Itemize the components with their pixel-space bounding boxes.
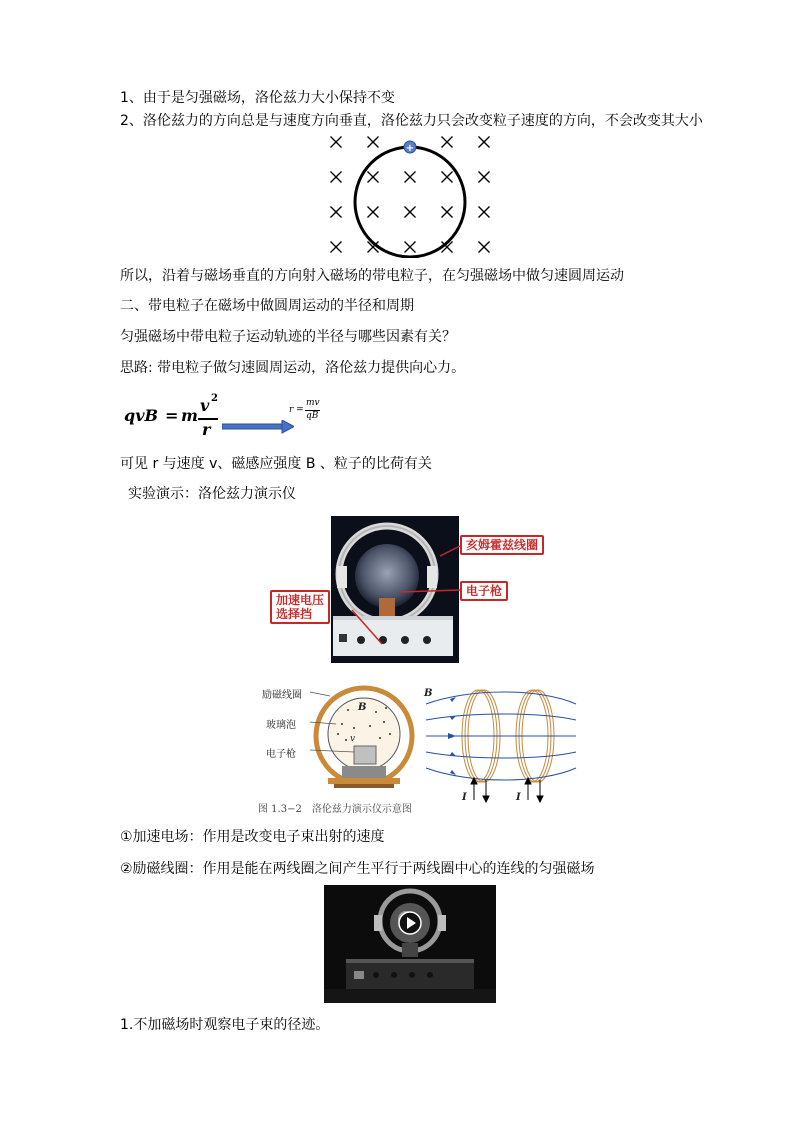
particle-orbit-circle — [355, 147, 465, 257]
formula-eq: = — [165, 406, 179, 425]
x-mark — [331, 137, 342, 148]
text-line-8: 实验演示：洛伦兹力演示仪 — [128, 486, 296, 502]
arrow-right-icon — [222, 420, 294, 434]
formula-denominator: r — [202, 420, 211, 439]
label-helmholtz-coil: 亥姆霍兹线圈 — [460, 535, 544, 555]
x-mark — [442, 207, 453, 218]
label-current-2: I — [516, 792, 521, 803]
formula-lhs: qvB — [124, 406, 159, 425]
label-B-field: B — [424, 688, 433, 699]
magnetic-field-diagram — [322, 130, 498, 258]
x-mark — [331, 172, 342, 183]
schematic-figure — [250, 680, 580, 820]
x-mark — [405, 172, 416, 183]
x-mark — [368, 207, 379, 218]
x-mark — [405, 207, 416, 218]
label-B-bulb: B — [358, 702, 367, 713]
text-line-11: 1.不加磁场时观察电子束的径迹。 — [120, 1017, 330, 1033]
formula-sup: 2 — [211, 393, 218, 404]
play-icon[interactable] — [398, 911, 422, 935]
text-line-10: ②励磁线圈：作用是能在两线圈之间产生平行于两线圈中心的连线的匀强磁场 — [120, 861, 595, 877]
x-mark — [368, 137, 379, 148]
label-current-1: I — [462, 792, 467, 803]
label-accel-voltage: 加速电压 选择挡 — [270, 590, 330, 624]
label-electron-gun-schematic: 电子枪 — [266, 749, 296, 760]
text-line-6: 思路: 带电粒子做匀速圆周运动，洛伦兹力提供向心力。 — [120, 360, 466, 376]
figure-caption: 图 1.3−2 洛伦兹力演示仪示意图 — [258, 804, 412, 815]
formula-r-lhs: r = — [289, 405, 304, 415]
x-mark — [368, 172, 379, 183]
text-line-2: 2、洛伦兹力的方向总是与速度方向垂直，洛伦兹力只会改变粒子速度的方向，不会改变其大小 — [120, 113, 703, 129]
label-glass-bulb: 玻璃泡 — [266, 720, 296, 731]
label-electron-gun: 电子枪 — [460, 581, 508, 601]
text-line-5: 匀强磁场中带电粒子运动轨迹的半径与哪些因素有关？ — [120, 329, 456, 345]
formula-m: m — [181, 406, 198, 425]
formula-r-num: mv — [306, 398, 320, 408]
text-line-7: 可见 r 与速度 v、磁感应强度 B 、粒子的比荷有关 — [120, 456, 432, 472]
text-line-1: 1、由于是匀强磁场，洛伦兹力大小保持不变 — [120, 90, 395, 106]
x-mark — [331, 207, 342, 218]
x-mark — [331, 242, 342, 253]
formula-r-den: qB — [306, 411, 319, 421]
text-line-9: ①加速电场：作用是改变电子束出射的速度 — [120, 829, 385, 845]
label-excitation-coil: 励磁线圈 — [262, 690, 302, 701]
section-heading: 二、带电粒子在磁场中做圆周运动的半径和周期 — [120, 298, 414, 314]
x-mark — [479, 137, 490, 148]
formula-numerator: v — [200, 396, 210, 415]
x-mark — [479, 242, 490, 253]
svg-text:+: + — [405, 143, 415, 154]
formula-block — [124, 393, 344, 442]
x-mark — [479, 172, 490, 183]
text-line-3: 所以，沿着与磁场垂直的方向射入磁场的带电粒子，在匀强磁场中做匀速圆周运动 — [120, 268, 624, 284]
x-mark — [479, 207, 490, 218]
label-v: v — [350, 734, 356, 744]
x-mark — [405, 242, 416, 253]
video-thumbnail[interactable] — [324, 885, 496, 1003]
x-mark — [442, 137, 453, 148]
x-mark — [442, 172, 453, 183]
